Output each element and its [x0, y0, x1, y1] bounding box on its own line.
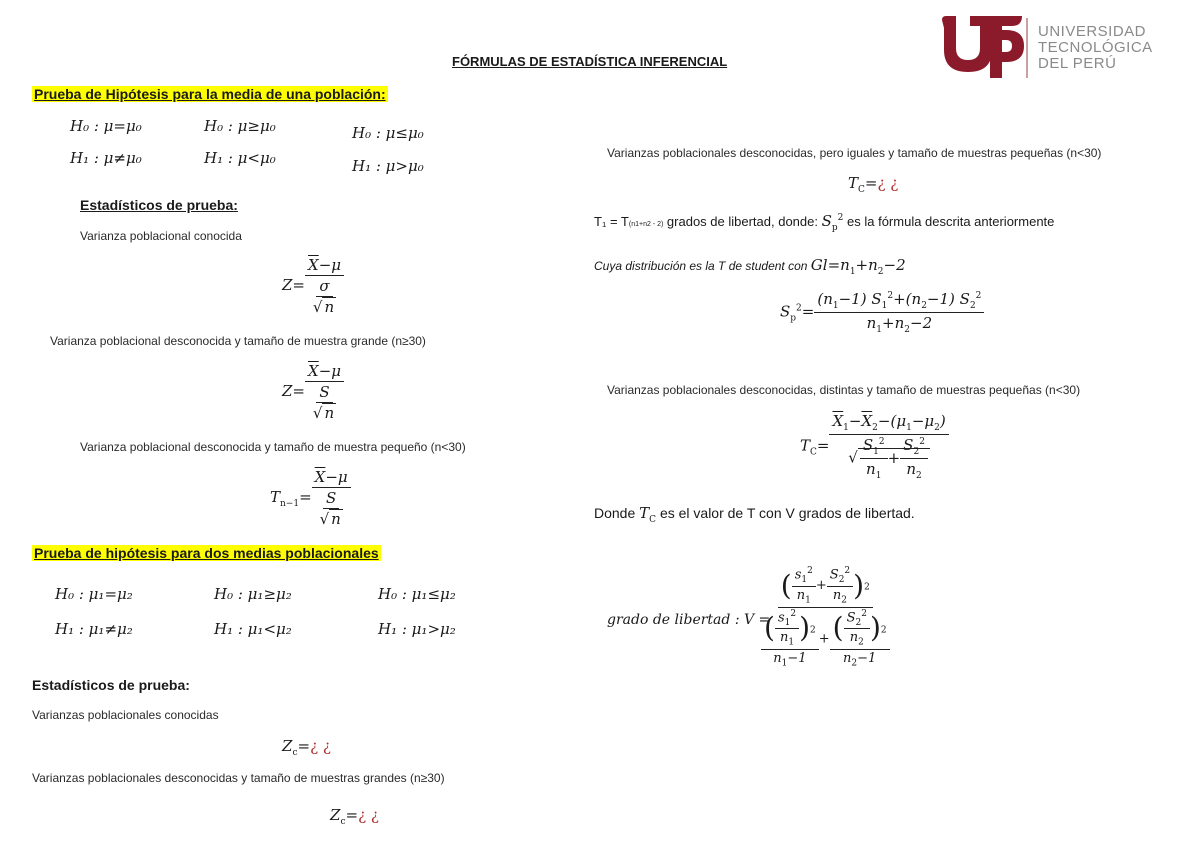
- s2-h0-3: H₀ : μ₁≤μ₂: [378, 585, 456, 603]
- donde-pre: Donde: [594, 505, 636, 521]
- s1-h0-3: H₀ : μ≤μ₀: [352, 124, 424, 142]
- s1-h0-1: H₀ : μ=μ₀: [70, 117, 142, 135]
- s1-h1-3: H₁ : μ>μ₀: [352, 157, 424, 175]
- formula-tc-equal: $T_C=¿$ ¿: [848, 174, 899, 195]
- s2-h0-1: H₀ : μ₁=μ₂: [55, 585, 133, 603]
- s1-h0-2: H₀ : μ≥μ₀: [204, 117, 276, 135]
- df-note-mid: grados de libertad, donde:: [666, 214, 818, 229]
- s1-h1-1: H₁ : μ≠μ₀: [70, 149, 142, 167]
- s2-case1-label: Varianzas poblacionales conocidas: [32, 708, 219, 722]
- formula-z-large: Z= $\frac{\overline{X}-\mu}{\frac{S}{√ n}}$: [282, 362, 344, 422]
- s2-h1-1: H₁ : μ₁≠μ₂: [55, 620, 133, 638]
- formula-sp2: $S_p^2=$ $\frac{(n_1-1) S_1^2+(n_2-1) S_2^2}{n_1+n_2-2}$: [780, 290, 984, 335]
- s2-h1-3: H₁ : μ₁>μ₂: [378, 620, 456, 638]
- s2-h0-2: H₀ : μ₁≥μ₂: [214, 585, 292, 603]
- formula-zc-large: $Z_c=¿$ ¿: [330, 806, 379, 827]
- s1-case1-label: Varianza poblacional conocida: [80, 229, 242, 243]
- r-case3-label: Varianzas poblacionales desconocidas, pero iguales y tamaño de muestras pequeñas (n<30): [607, 146, 1102, 160]
- s2-case2-label: Varianzas poblacionales desconocidas y tamaño de muestras grandes (n≥30): [32, 771, 445, 785]
- df-label: grado de libertad : V =: [607, 612, 771, 628]
- formula-z-known: Z= $\frac{\overline{X}-\mu}{\frac{\sigma}{√ n}}$: [282, 256, 344, 316]
- gl-formula: $Gl=n_1+n_2-2$: [810, 256, 906, 277]
- formula-zc-known: $Z_c=¿$ ¿: [282, 737, 331, 758]
- tc-symbol: $T_C$: [639, 504, 657, 525]
- logo-line-2: TECNOLÓGICA: [1038, 39, 1153, 56]
- df-note-post: es la fórmula descrita anteriormente: [847, 214, 1055, 229]
- s1-case3-label: Varianza poblacional desconocida y tamaño de muestra pequeño (n<30): [80, 440, 466, 454]
- df-note: [594, 212, 1054, 233]
- formula-t-small: $T_{n-1}=$ $\frac{\overline{X}-\mu}{\frac{S}{√ n}}$: [270, 468, 351, 528]
- df-note-pre: T₁ = T: [594, 214, 629, 229]
- university-logo: [940, 14, 1153, 84]
- page-title: FÓRMULAS DE ESTADÍSTICA INFERENCIAL: [452, 54, 728, 69]
- r-case4-label: Varianzas poblacionales desconocidas, distintas y tamaño de muestras pequeñas (n<30): [607, 383, 1081, 397]
- s2-h1-2: H₁ : μ₁<μ₂: [214, 620, 292, 638]
- dist-note-text: Cuya distribución es la T de student con: [594, 259, 808, 273]
- dist-note: [594, 256, 906, 277]
- section2-heading: Prueba de hipótesis para dos medias poblacionales: [34, 545, 379, 561]
- s1-h1-2: H₁ : μ<μ₀: [204, 149, 276, 167]
- section1-heading: Prueba de Hipótesis para la media de una población:: [34, 86, 386, 102]
- s1-stats-heading: Estadísticos de prueba:: [80, 197, 238, 213]
- s1-case2-label: Varianza poblacional desconocida y tamaño de muestra grande (n≥30): [50, 334, 426, 348]
- logo-line-3: DEL PERÚ: [1038, 55, 1117, 72]
- donde-note: [594, 504, 915, 525]
- df-note-sub: (n1+n2 - 2): [628, 221, 664, 228]
- utp-logo-icon: [940, 14, 1025, 80]
- sp2-symbol: $S_p^2$: [821, 212, 844, 233]
- formula-df-v: ( $\frac{s_1^2}{n_1}$ + $\frac{S_2^2}{n_2}$ ) $^2$ ( $\frac{s_1^2}{n_1}$ ) $^2$ $n_1-1$ + ( $\frac{S_2^2}{n_2}$ ) $^2$ $n_2-1$: [758, 566, 893, 669]
- s2-stats-heading: Estadísticos de prueba:: [32, 677, 190, 693]
- donde-post: es el valor de T con V grados de libertad.: [659, 505, 915, 521]
- logo-line-1: UNIVERSIDAD: [1038, 23, 1147, 40]
- formula-tc-unequal: $T_C=$ $\overline{X}_1-\overline{X}_2-(\mu_1-\mu_2)$ √ $\frac{S_1^2}{n_1}$ + $\frac{S_2^2}{n_2}$: [800, 412, 949, 481]
